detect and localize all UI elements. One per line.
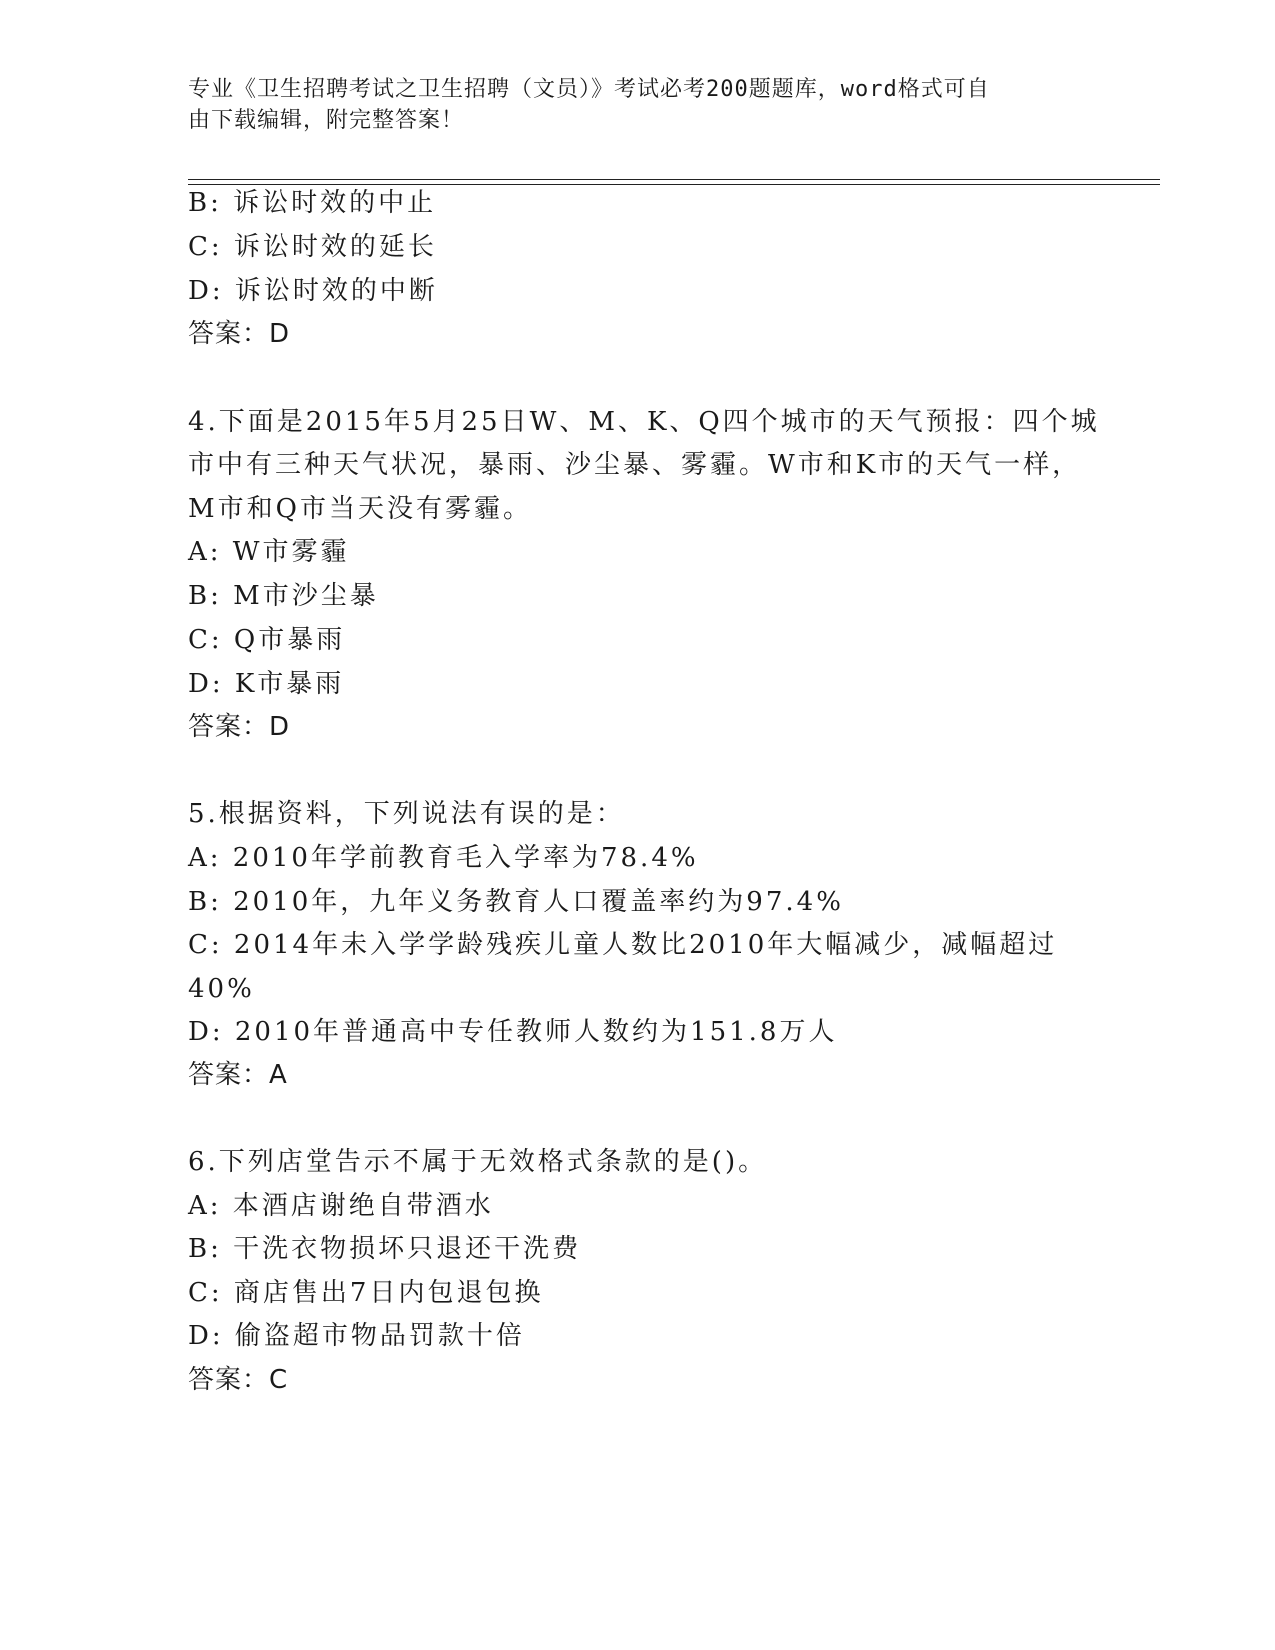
q5-answer: 答案：A	[188, 1060, 288, 1090]
header-divider-top	[188, 179, 1160, 180]
q5-option-d: D: 2010年普通高中专任教师人数约为151.8万人	[188, 1017, 838, 1047]
q5-option-b: B: 2010年，九年义务教育人口覆盖率约为97.4%	[188, 887, 844, 917]
q4-option-c: C: Q市暴雨	[188, 625, 346, 655]
header-line-2: 由下载编辑，附完整答案！	[188, 108, 465, 133]
q6-option-d: D: 偷盗超市物品罚款十倍	[188, 1321, 525, 1351]
q4-option-a: A: W市雾霾	[188, 537, 350, 567]
q4-option-b: B: M市沙尘暴	[188, 581, 379, 611]
q6-stem: 6.下列店堂告示不属于无效格式条款的是()。	[188, 1147, 768, 1177]
q3-option-d: D: 诉讼时效的中断	[188, 276, 438, 306]
document-header	[188, 74, 1088, 136]
q5-option-a: A: 2010年学前教育毛入学率为78.4%	[188, 843, 699, 873]
header-line-1: 专业《卫生招聘考试之卫生招聘（文员）》考试必考200题题库，word格式可自	[188, 77, 990, 102]
q3-option-c: C: 诉讼时效的延长	[188, 232, 437, 262]
q3-answer: 答案：D	[188, 319, 291, 349]
q5-stem: 5.根据资料，下列说法有误的是：	[188, 799, 625, 829]
q5-option-c-line-2: 40%	[188, 974, 255, 1004]
q4-option-d: D: K市暴雨	[188, 669, 345, 699]
q6-option-a: A: 本酒店谢绝自带酒水	[188, 1191, 494, 1221]
q5-option-c-line-1: C: 2014年未入学学龄残疾儿童人数比2010年大幅减少，减幅超过	[188, 930, 1058, 960]
q4-stem-line-3: M市和Q市当天没有雾霾。	[188, 494, 532, 524]
q4-stem-line-1: 4.下面是2015年5月25日W、M、K、Q四个城市的天气预报：四个城	[188, 407, 1100, 437]
q3-option-b: B: 诉讼时效的中止	[188, 188, 437, 218]
q6-option-c: C: 商店售出7日内包退包换	[188, 1278, 544, 1308]
q6-answer: 答案：C	[188, 1365, 289, 1395]
q4-answer: 答案：D	[188, 712, 291, 742]
q4-stem-line-2: 市中有三种天气状况，暴雨、沙尘暴、雾霾。W市和K市的天气一样，	[188, 450, 1082, 480]
header-divider-bottom	[188, 184, 1160, 185]
q6-option-b: B: 干洗衣物损坏只退还干洗费	[188, 1234, 582, 1264]
